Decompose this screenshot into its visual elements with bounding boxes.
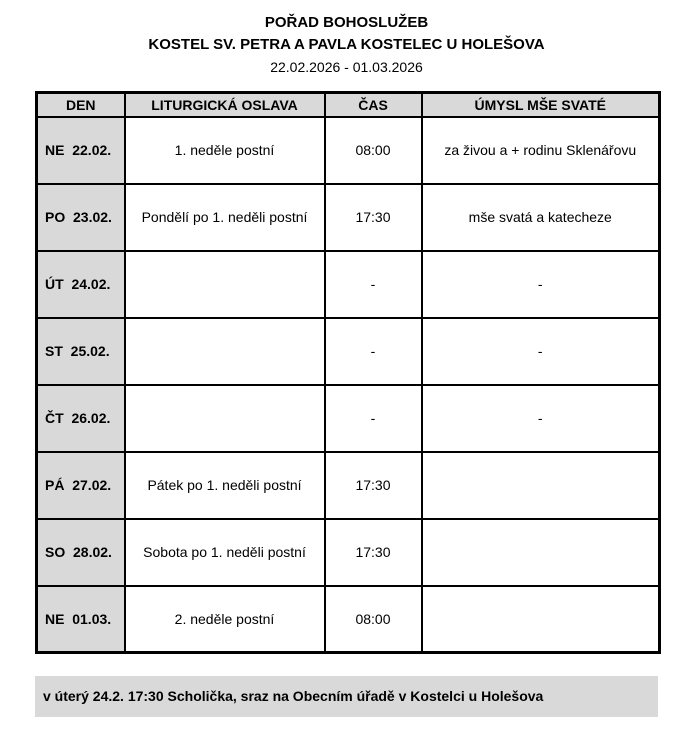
church-name: KOSTEL SV. PETRA A PAVLA KOSTELEC U HOLEŠOVA — [148, 36, 545, 53]
time-cell: - — [325, 385, 422, 452]
table-header-row — [37, 93, 660, 117]
day-cell: NE 22.02. — [37, 117, 125, 184]
day-cell: ČT 26.02. — [37, 385, 125, 452]
celebration-cell — [125, 318, 325, 385]
intention-cell — [422, 586, 660, 653]
day-cell: SO 28.02. — [37, 519, 125, 586]
time-cell: 17:30 — [325, 519, 422, 586]
column-header-liturgicka-oslava: LITURGICKÁ OSLAVA — [125, 93, 325, 117]
day-cell: ST 25.02. — [37, 318, 125, 385]
intention-cell: - — [422, 385, 660, 452]
time-cell: 08:00 — [325, 117, 422, 184]
intention-cell — [422, 452, 660, 519]
column-header-den: DEN — [37, 93, 125, 117]
time-cell: - — [325, 251, 422, 318]
footer-note: v úterý 24.2. 17:30 Scholička, sraz na Obecním úřadě v Kostelci u Holešova — [35, 676, 658, 717]
table-row — [37, 586, 660, 653]
intention-cell: za živou a + rodinu Sklenářovu — [422, 117, 660, 184]
time-cell: 08:00 — [325, 586, 422, 653]
time-cell: 17:30 — [325, 184, 422, 251]
intention-cell: - — [422, 251, 660, 318]
table-row — [37, 385, 660, 452]
column-header-umysl: ÚMYSL MŠE SVATÉ — [422, 93, 660, 117]
celebration-cell — [125, 251, 325, 318]
table-row — [37, 318, 660, 385]
celebration-cell — [125, 385, 325, 452]
celebration-cell: Pondělí po 1. neděli postní — [125, 184, 325, 251]
day-cell: ÚT 24.02. — [37, 251, 125, 318]
document-title: POŘAD BOHOSLUŽEB — [264, 14, 429, 31]
intention-cell: - — [422, 318, 660, 385]
day-cell: PÁ 27.02. — [37, 452, 125, 519]
celebration-cell: Pátek po 1. neděli postní — [125, 452, 325, 519]
intention-cell: mše svatá a katecheze — [422, 184, 660, 251]
day-cell: PO 23.02. — [37, 184, 125, 251]
day-cell: NE 01.03. — [37, 586, 125, 653]
table-row — [37, 452, 660, 519]
table-row — [37, 184, 660, 251]
intention-cell — [422, 519, 660, 586]
table-row — [37, 251, 660, 318]
column-header-cas: ČAS — [325, 93, 422, 117]
celebration-cell: 1. neděle postní — [125, 117, 325, 184]
schedule-table — [35, 91, 661, 654]
document-header — [0, 14, 693, 75]
time-cell: - — [325, 318, 422, 385]
table-row — [37, 117, 660, 184]
celebration-cell: 2. neděle postní — [125, 586, 325, 653]
date-range: 22.02.2026 - 01.03.2026 — [270, 59, 423, 75]
table-row — [37, 519, 660, 586]
celebration-cell: Sobota po 1. neděli postní — [125, 519, 325, 586]
time-cell: 17:30 — [325, 452, 422, 519]
schedule-body — [37, 117, 660, 653]
